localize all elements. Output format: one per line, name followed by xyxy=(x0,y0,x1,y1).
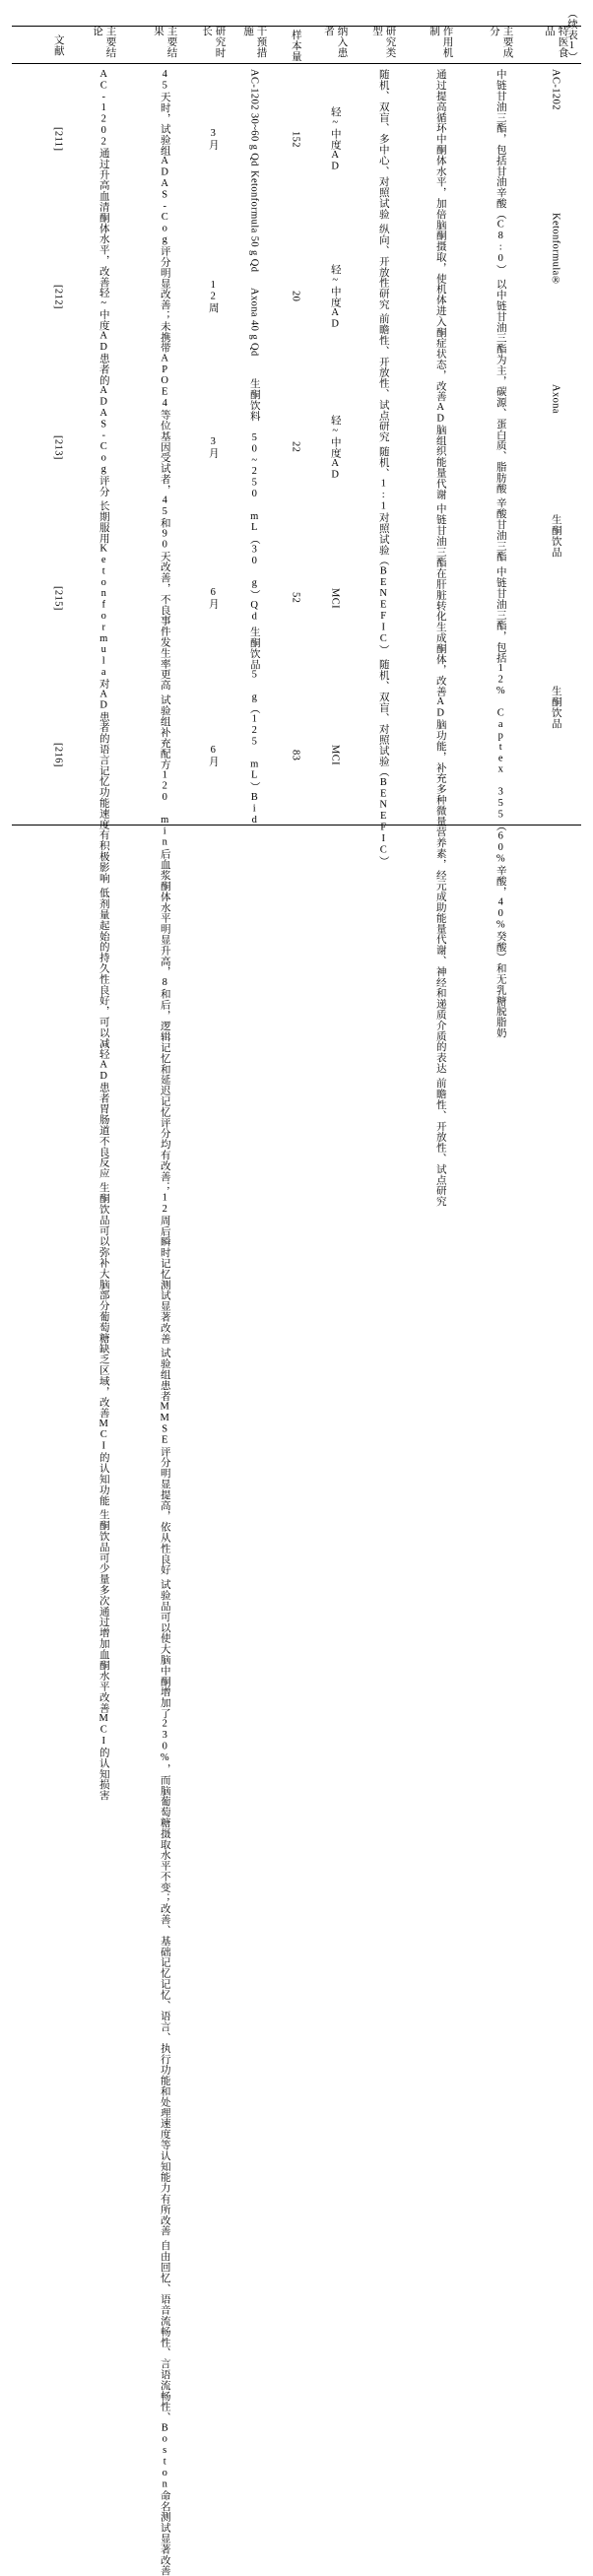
table-cell xyxy=(410,499,471,1074)
table-cell xyxy=(195,65,231,209)
table-column-conclusion xyxy=(73,26,134,1802)
cell-text-study_type: 纵向、开放性研究 xyxy=(377,223,389,309)
cell-text-reference: [215] xyxy=(52,585,64,611)
table-cell xyxy=(357,442,410,655)
cell-text-ingredient: 辛酸甘油三酯 xyxy=(494,497,506,562)
table-cell xyxy=(73,496,134,884)
table-cell xyxy=(73,1505,134,1801)
table-cell xyxy=(313,209,357,379)
cell-text-patients: 轻~中度AD xyxy=(329,263,341,330)
table-column-sample xyxy=(278,26,313,826)
cell-text-intervention: AC-1202 30~60 g Qd xyxy=(248,69,260,166)
table-cell xyxy=(357,309,410,442)
cell-text-sample: 83 xyxy=(290,750,301,761)
column-header-label: 研究时长 xyxy=(201,26,226,58)
cell-text-results: 自由回忆、语音流畅性、言语流畅性、Boston命名测试显著改善 xyxy=(159,2239,170,2576)
table-cell xyxy=(278,209,313,379)
cell-text-duration: 6月 xyxy=(207,744,219,767)
table-cell xyxy=(134,1344,195,1575)
table-cell xyxy=(43,510,73,681)
cell-text-product: AC-1202 xyxy=(550,69,561,110)
table-cell xyxy=(134,691,195,1344)
table-cell xyxy=(134,2236,195,2576)
table-cell xyxy=(43,682,73,826)
cell-text-ingredient: 中链甘油三酯，包括甘油辛酸（C8:0） xyxy=(494,69,506,276)
continued-label: （续表1） xyxy=(566,8,577,63)
data-table xyxy=(12,26,581,2576)
table-column-mechanism xyxy=(410,26,471,1207)
table-cell xyxy=(278,380,313,511)
column-header-study_type xyxy=(357,26,410,65)
column-header-label: 主要成分 xyxy=(489,26,513,58)
cell-text-study_type: 随机、1:1对照试验（BENEFIC） xyxy=(377,445,389,655)
cell-text-product: 生酮饮品 xyxy=(550,685,561,729)
column-header-patients xyxy=(313,26,357,65)
table-cell xyxy=(313,380,357,511)
column-header-label: 干预措施 xyxy=(242,26,267,58)
column-header-intervention xyxy=(231,26,278,65)
table-cell xyxy=(134,65,195,691)
column-header-label: 主要结果 xyxy=(153,26,177,58)
table-cell xyxy=(410,1074,471,1207)
column-header-label: 主要结论 xyxy=(92,26,116,58)
table-cell xyxy=(410,1211,471,1215)
cell-text-duration: 3月 xyxy=(207,435,219,459)
cell-text-sample: 22 xyxy=(290,441,301,453)
cell-text-sample: 52 xyxy=(290,592,301,604)
cell-text-product: Ketonformula® xyxy=(550,213,561,288)
cell-text-patients: MCI xyxy=(329,745,341,766)
cell-text-reference: [213] xyxy=(52,434,64,460)
cell-text-results: 试验品可以使大脑中酮增加了230%，而脑葡萄糖摄取水平不变；改善、基础记忆记忆、语言、执行功能和处理速度等认知能力有所改善 xyxy=(159,1578,170,2236)
table-column-ingredient xyxy=(471,26,530,1038)
table-cell xyxy=(313,682,357,826)
column-header-duration xyxy=(195,26,231,65)
table-cell xyxy=(43,380,73,511)
cell-text-reference: [216] xyxy=(52,743,64,768)
column-header-label: 研究类型 xyxy=(371,26,396,58)
table-cell xyxy=(471,1037,530,1041)
column-header-reference xyxy=(43,26,73,65)
table-cell xyxy=(410,65,471,499)
column-header-label: 文献 xyxy=(52,34,64,56)
cell-text-patients: 轻~中度AD xyxy=(329,105,341,172)
table-cell xyxy=(73,65,134,496)
table-cell xyxy=(278,65,313,209)
table-cell xyxy=(231,623,278,826)
cell-text-study_type: 前瞻性、开放性、试点研究 xyxy=(377,312,389,442)
cell-text-study_type: 随机、双盲、对照试验（BENEFIC） xyxy=(377,658,389,867)
table-cell xyxy=(195,682,231,826)
cell-text-intervention: 生酮饮品5 g（125 mL）Bid xyxy=(248,626,260,826)
cell-text-results: 试验组患者MMSE评分明显提高，依从性良好 xyxy=(159,1347,170,1575)
table-column-intervention xyxy=(231,26,278,826)
table-cell xyxy=(278,682,313,826)
table-cell xyxy=(471,494,530,561)
column-header-sample xyxy=(278,26,313,65)
table-column-reference xyxy=(43,26,73,826)
table-cell xyxy=(134,1575,195,2236)
table-column-patients xyxy=(313,26,357,826)
table-cell xyxy=(195,510,231,681)
cell-text-sample: 152 xyxy=(290,130,301,148)
cell-text-sample: 20 xyxy=(290,291,301,302)
column-header-label: 纳入患者 xyxy=(323,26,348,58)
table-cell xyxy=(231,374,278,623)
cell-text-intervention: Axona 40 g Qd xyxy=(248,288,260,357)
table-column-results xyxy=(134,26,195,2576)
table-cell xyxy=(471,65,530,275)
cell-text-mechanism: 中链甘油三酯在肝脏转化生成酮体，改善AD脑功能，补充多种微量营养素，经元成助能量代谢、神经和递质介质的表达 xyxy=(434,503,446,1074)
cell-text-product: Axona xyxy=(550,383,561,414)
table-cell xyxy=(357,655,410,867)
table-cell xyxy=(313,510,357,681)
table-column-duration xyxy=(195,26,231,826)
cell-text-results: 45天时，试验组ADAS-Cog评分明显改善；未携带APOE4等位基因受试者，45和90天改善，不良事件发生率更高 xyxy=(159,69,170,691)
column-header-results xyxy=(134,26,195,65)
table-grid xyxy=(12,26,581,2576)
cell-text-reference: [212] xyxy=(52,284,64,309)
column-header-product xyxy=(530,26,581,65)
table-cell xyxy=(530,209,581,379)
table-cell xyxy=(530,510,581,681)
cell-text-product: 生酮饮品 xyxy=(550,514,561,558)
table-column-product xyxy=(530,26,581,826)
cell-text-mechanism: 前瞻性、开放性、试点研究 xyxy=(434,1077,446,1207)
table-cell xyxy=(357,220,410,309)
cell-text-conclusion: AC-1202通过升高血清酮体水平，改善轻~中度AD患者的ADAS-Cog评分 xyxy=(98,69,109,497)
cell-text-duration: 6月 xyxy=(207,586,219,610)
cell-text-duration: 3月 xyxy=(207,127,219,151)
table-cell xyxy=(313,65,357,209)
table-cell xyxy=(357,65,410,220)
table-cell xyxy=(73,1178,134,1506)
cell-text-intervention: Ketonformula 50 g Qd xyxy=(248,169,260,273)
column-header-label: 特医食品 xyxy=(544,26,568,58)
cell-text-patients: 轻~中度AD xyxy=(329,414,341,481)
column-header-ingredient xyxy=(471,26,530,65)
cell-text-duration: 12周 xyxy=(207,280,219,313)
cell-text-conclusion: 生酮饮品可以弥补大脑部分葡萄糖缺乏区域，改善MCI的认知功能 xyxy=(98,1181,109,1506)
column-header-conclusion xyxy=(73,26,134,65)
table-column-study_type xyxy=(357,26,410,867)
table-cell xyxy=(231,166,278,284)
table-cell xyxy=(231,284,278,374)
table-cell xyxy=(530,65,581,209)
cell-text-results: 试验组补充配方120 min后血浆酮体水平明显升高，8和后，逻辑记忆和延迟记忆评分均有改善；12周后瞬时记忆测试显著改善 xyxy=(159,694,170,1344)
cell-text-conclusion: 长期服用Ketonformula对AD患者的语言记忆功能速度有积极影响 xyxy=(98,500,109,884)
column-header-label: 作用机制 xyxy=(428,26,453,58)
table-cell xyxy=(43,65,73,209)
cell-text-study_type: 随机、双盲、多中心、对照试验 xyxy=(377,69,389,220)
cell-text-reference: [211] xyxy=(52,126,64,152)
cell-text-conclusion: 生酮饮品可少量多次通过增加血酮水平改善MCI的认知损害 xyxy=(98,1509,109,1802)
cell-text-conclusion: 低剂量起始的持久性良好，可以减轻AD患者胃肠道不良反应 xyxy=(98,887,109,1178)
cell-text-mechanism: 通过提高循环中酮体水平，加倍脑酮摄取，使机体进入酮症状态，改善AD脑组织能量代谢 xyxy=(434,69,446,499)
table-cell xyxy=(195,380,231,511)
cell-text-intervention: 生酮饮料 50~250 mL（30 g）Qd xyxy=(248,377,260,623)
cell-text-ingredient: 以中链甘油三酯为主，碳源、蛋白质、脂肪酸 xyxy=(494,279,506,495)
column-header-label: 样本量 xyxy=(290,29,301,62)
table-cell xyxy=(278,510,313,681)
table-cell xyxy=(195,209,231,379)
table-cell xyxy=(471,562,530,1038)
cell-text-ingredient: 中链甘油三酯，包括12% Captex 355（60%辛酸，40%癸酸）和无乳糖脱脂奶 xyxy=(494,565,506,1038)
table-cell xyxy=(231,65,278,166)
column-header-mechanism xyxy=(410,26,471,65)
table-cell xyxy=(530,682,581,826)
table-cell xyxy=(530,380,581,511)
table-cell xyxy=(73,884,134,1178)
cell-text-patients: MCI xyxy=(329,587,341,609)
table-cell xyxy=(43,209,73,379)
table-cell xyxy=(471,275,530,494)
